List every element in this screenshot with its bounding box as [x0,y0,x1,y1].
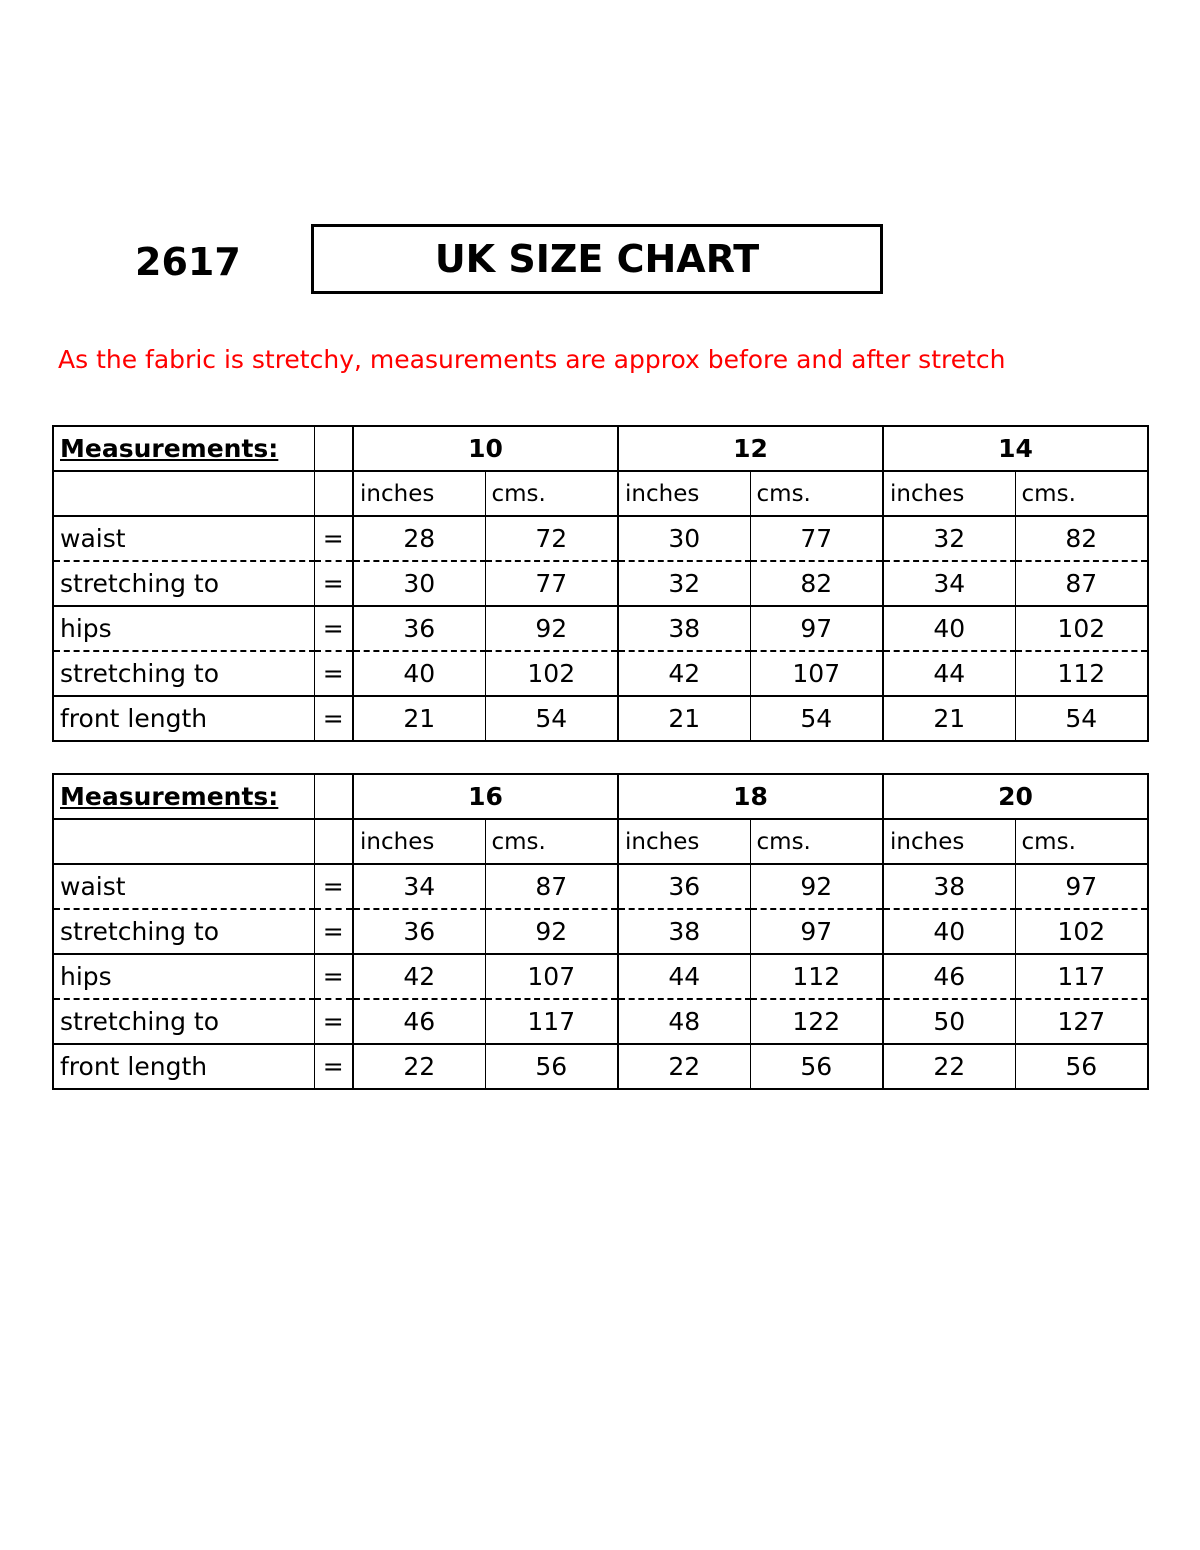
value-cell: 117 [485,999,618,1044]
size-table-1 [52,425,1149,742]
row-label: hips [53,954,314,999]
size-header-row [53,426,1148,471]
unit-cms: cms. [750,471,883,516]
unit-inches: inches [353,471,485,516]
blank-cell [314,774,353,819]
unit-cms: cms. [1015,819,1148,864]
size-heading: 10 [353,426,618,471]
value-cell: 56 [1015,1044,1148,1089]
blank-cell [314,819,353,864]
row-label: hips [53,606,314,651]
value-cell: 40 [883,909,1015,954]
table-row [53,516,1148,561]
value-cell: 92 [485,909,618,954]
size-header-row [53,774,1148,819]
unit-cms: cms. [485,471,618,516]
value-cell: 46 [353,999,485,1044]
equals-sign: = [314,954,353,999]
value-cell: 54 [1015,696,1148,741]
table-row [53,999,1148,1044]
table-row [53,651,1148,696]
unit-inches: inches [618,819,750,864]
value-cell: 117 [1015,954,1148,999]
table-row [53,864,1148,909]
equals-sign: = [314,651,353,696]
value-cell: 92 [485,606,618,651]
value-cell: 97 [750,606,883,651]
value-cell: 122 [750,999,883,1044]
value-cell: 56 [750,1044,883,1089]
blank-cell [314,426,353,471]
table-row [53,606,1148,651]
value-cell: 56 [485,1044,618,1089]
value-cell: 72 [485,516,618,561]
size-heading: 16 [353,774,618,819]
units-row [53,471,1148,516]
value-cell: 102 [1015,606,1148,651]
value-cell: 21 [618,696,750,741]
value-cell: 97 [750,909,883,954]
equals-sign: = [314,864,353,909]
equals-sign: = [314,606,353,651]
equals-sign: = [314,1044,353,1089]
unit-cms: cms. [1015,471,1148,516]
row-label: stretching to [53,561,314,606]
unit-inches: inches [618,471,750,516]
measurements-heading: Measurements: [53,426,314,471]
value-cell: 87 [485,864,618,909]
page-title: UK SIZE CHART [311,224,883,294]
measurements-heading: Measurements: [53,774,314,819]
size-heading: 20 [883,774,1148,819]
value-cell: 48 [618,999,750,1044]
value-cell: 82 [750,561,883,606]
blank-cell [53,819,314,864]
value-cell: 32 [883,516,1015,561]
equals-sign: = [314,999,353,1044]
value-cell: 112 [750,954,883,999]
value-cell: 34 [883,561,1015,606]
style-number: 2617 [135,240,241,284]
value-cell: 112 [1015,651,1148,696]
value-cell: 40 [353,651,485,696]
equals-sign: = [314,561,353,606]
value-cell: 44 [883,651,1015,696]
unit-inches: inches [353,819,485,864]
value-cell: 22 [353,1044,485,1089]
stretch-note: As the fabric is stretchy, measurements are approx before and after stretch [58,345,1006,374]
value-cell: 21 [883,696,1015,741]
value-cell: 36 [353,909,485,954]
value-cell: 42 [353,954,485,999]
equals-sign: = [314,909,353,954]
value-cell: 97 [1015,864,1148,909]
value-cell: 87 [1015,561,1148,606]
units-row [53,819,1148,864]
row-label: front length [53,696,314,741]
value-cell: 38 [618,606,750,651]
row-label: waist [53,864,314,909]
equals-sign: = [314,696,353,741]
unit-inches: inches [883,471,1015,516]
value-cell: 82 [1015,516,1148,561]
value-cell: 36 [353,606,485,651]
blank-cell [53,471,314,516]
row-label: stretching to [53,651,314,696]
value-cell: 32 [618,561,750,606]
value-cell: 21 [353,696,485,741]
row-label: front length [53,1044,314,1089]
table-row [53,954,1148,999]
value-cell: 54 [485,696,618,741]
value-cell: 50 [883,999,1015,1044]
value-cell: 42 [618,651,750,696]
row-label: waist [53,516,314,561]
size-heading: 12 [618,426,883,471]
value-cell: 92 [750,864,883,909]
value-cell: 38 [883,864,1015,909]
blank-cell [314,471,353,516]
equals-sign: = [314,516,353,561]
row-label: stretching to [53,909,314,954]
unit-cms: cms. [485,819,618,864]
value-cell: 30 [618,516,750,561]
table-row [53,561,1148,606]
unit-inches: inches [883,819,1015,864]
value-cell: 28 [353,516,485,561]
value-cell: 77 [485,561,618,606]
value-cell: 44 [618,954,750,999]
value-cell: 107 [750,651,883,696]
value-cell: 127 [1015,999,1148,1044]
size-table-2 [52,773,1149,1090]
value-cell: 46 [883,954,1015,999]
row-label: stretching to [53,999,314,1044]
table-row [53,909,1148,954]
value-cell: 54 [750,696,883,741]
value-cell: 22 [883,1044,1015,1089]
value-cell: 102 [1015,909,1148,954]
value-cell: 38 [618,909,750,954]
value-cell: 40 [883,606,1015,651]
size-heading: 18 [618,774,883,819]
table-row [53,1044,1148,1089]
value-cell: 36 [618,864,750,909]
value-cell: 102 [485,651,618,696]
unit-cms: cms. [750,819,883,864]
size-heading: 14 [883,426,1148,471]
table-row [53,696,1148,741]
value-cell: 107 [485,954,618,999]
value-cell: 22 [618,1044,750,1089]
value-cell: 34 [353,864,485,909]
value-cell: 30 [353,561,485,606]
value-cell: 77 [750,516,883,561]
